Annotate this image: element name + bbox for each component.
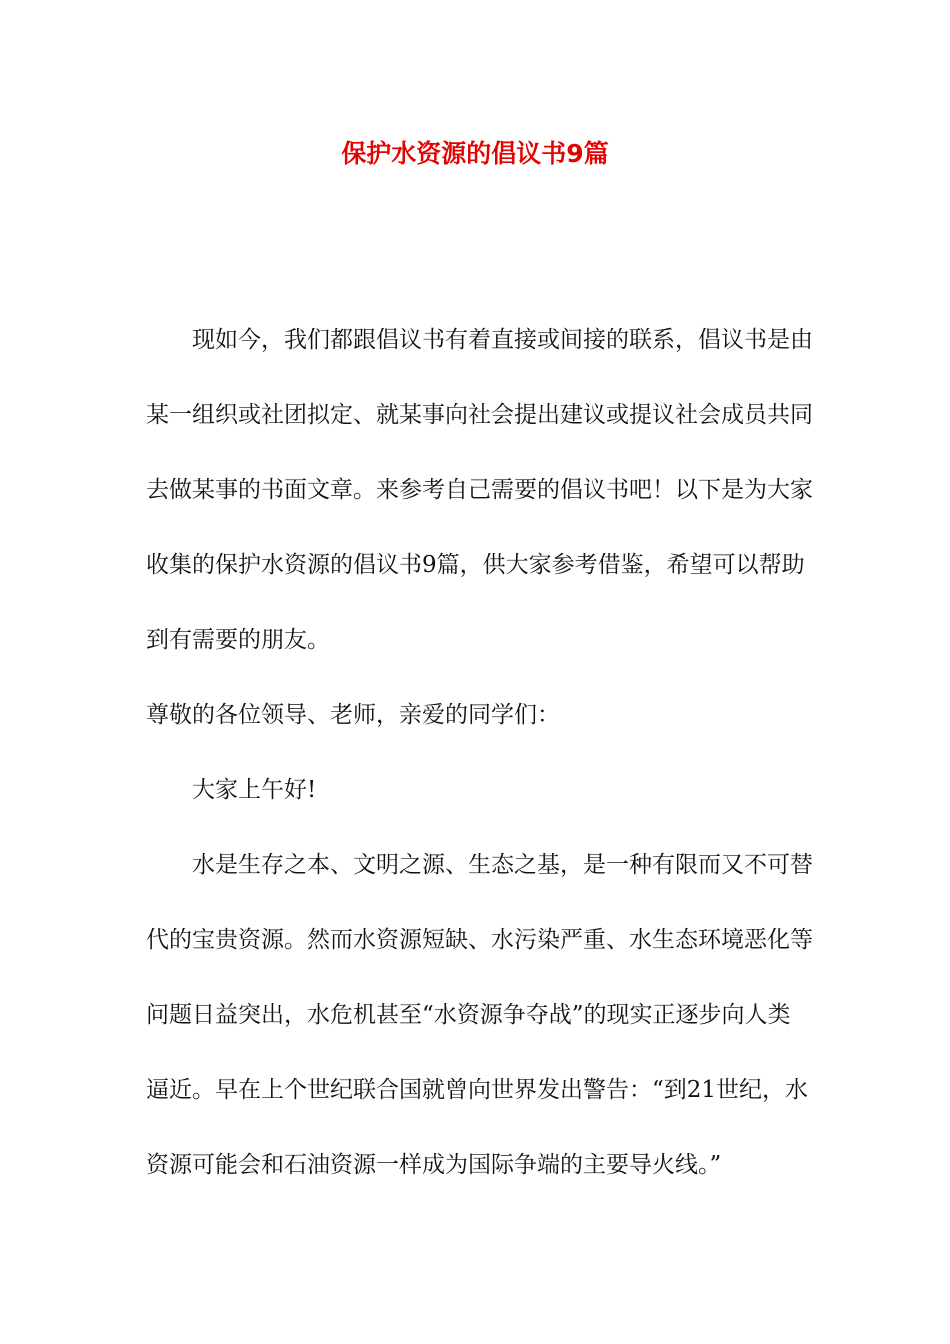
body-line: 水是生存之本、文明之源、生态之基，是一种有限而又不可替 xyxy=(192,852,813,878)
body-line: 代的宝贵资源。然而水资源短缺、水污染严重、水生态环境恶化等 xyxy=(146,927,813,953)
body-line: 到有需要的朋友。 xyxy=(146,627,330,653)
body-line: 收集的保护水资源的倡议书9篇，供大家参考借鉴，希望可以帮助 xyxy=(146,552,805,578)
body-line: 逼近。早在上个世纪联合国就曾向世界发出警告：“到21世纪，水 xyxy=(146,1077,809,1103)
salutation-line: 尊敬的各位领导、老师，亲爱的同学们： xyxy=(146,702,560,728)
document-title: 保护水资源的倡议书9篇 xyxy=(341,139,609,168)
greeting-line: 大家上午好! xyxy=(192,777,317,803)
body-line: 某一组织或社团拟定、就某事向社会提出建议或提议社会成员共同 xyxy=(146,402,813,428)
body-line: 去做某事的书面文章。来参考自己需要的倡议书吧！以下是为大家 xyxy=(146,477,813,503)
body-line: 问题日益突出，水危机甚至“水资源争夺战”的现实正逐步向人类 xyxy=(146,1002,791,1028)
body-line: 资源可能会和石油资源一样成为国际争端的主要导火线。” xyxy=(146,1152,722,1178)
body-line: 现如今，我们都跟倡议书有着直接或间接的联系，倡议书是由 xyxy=(192,327,813,353)
